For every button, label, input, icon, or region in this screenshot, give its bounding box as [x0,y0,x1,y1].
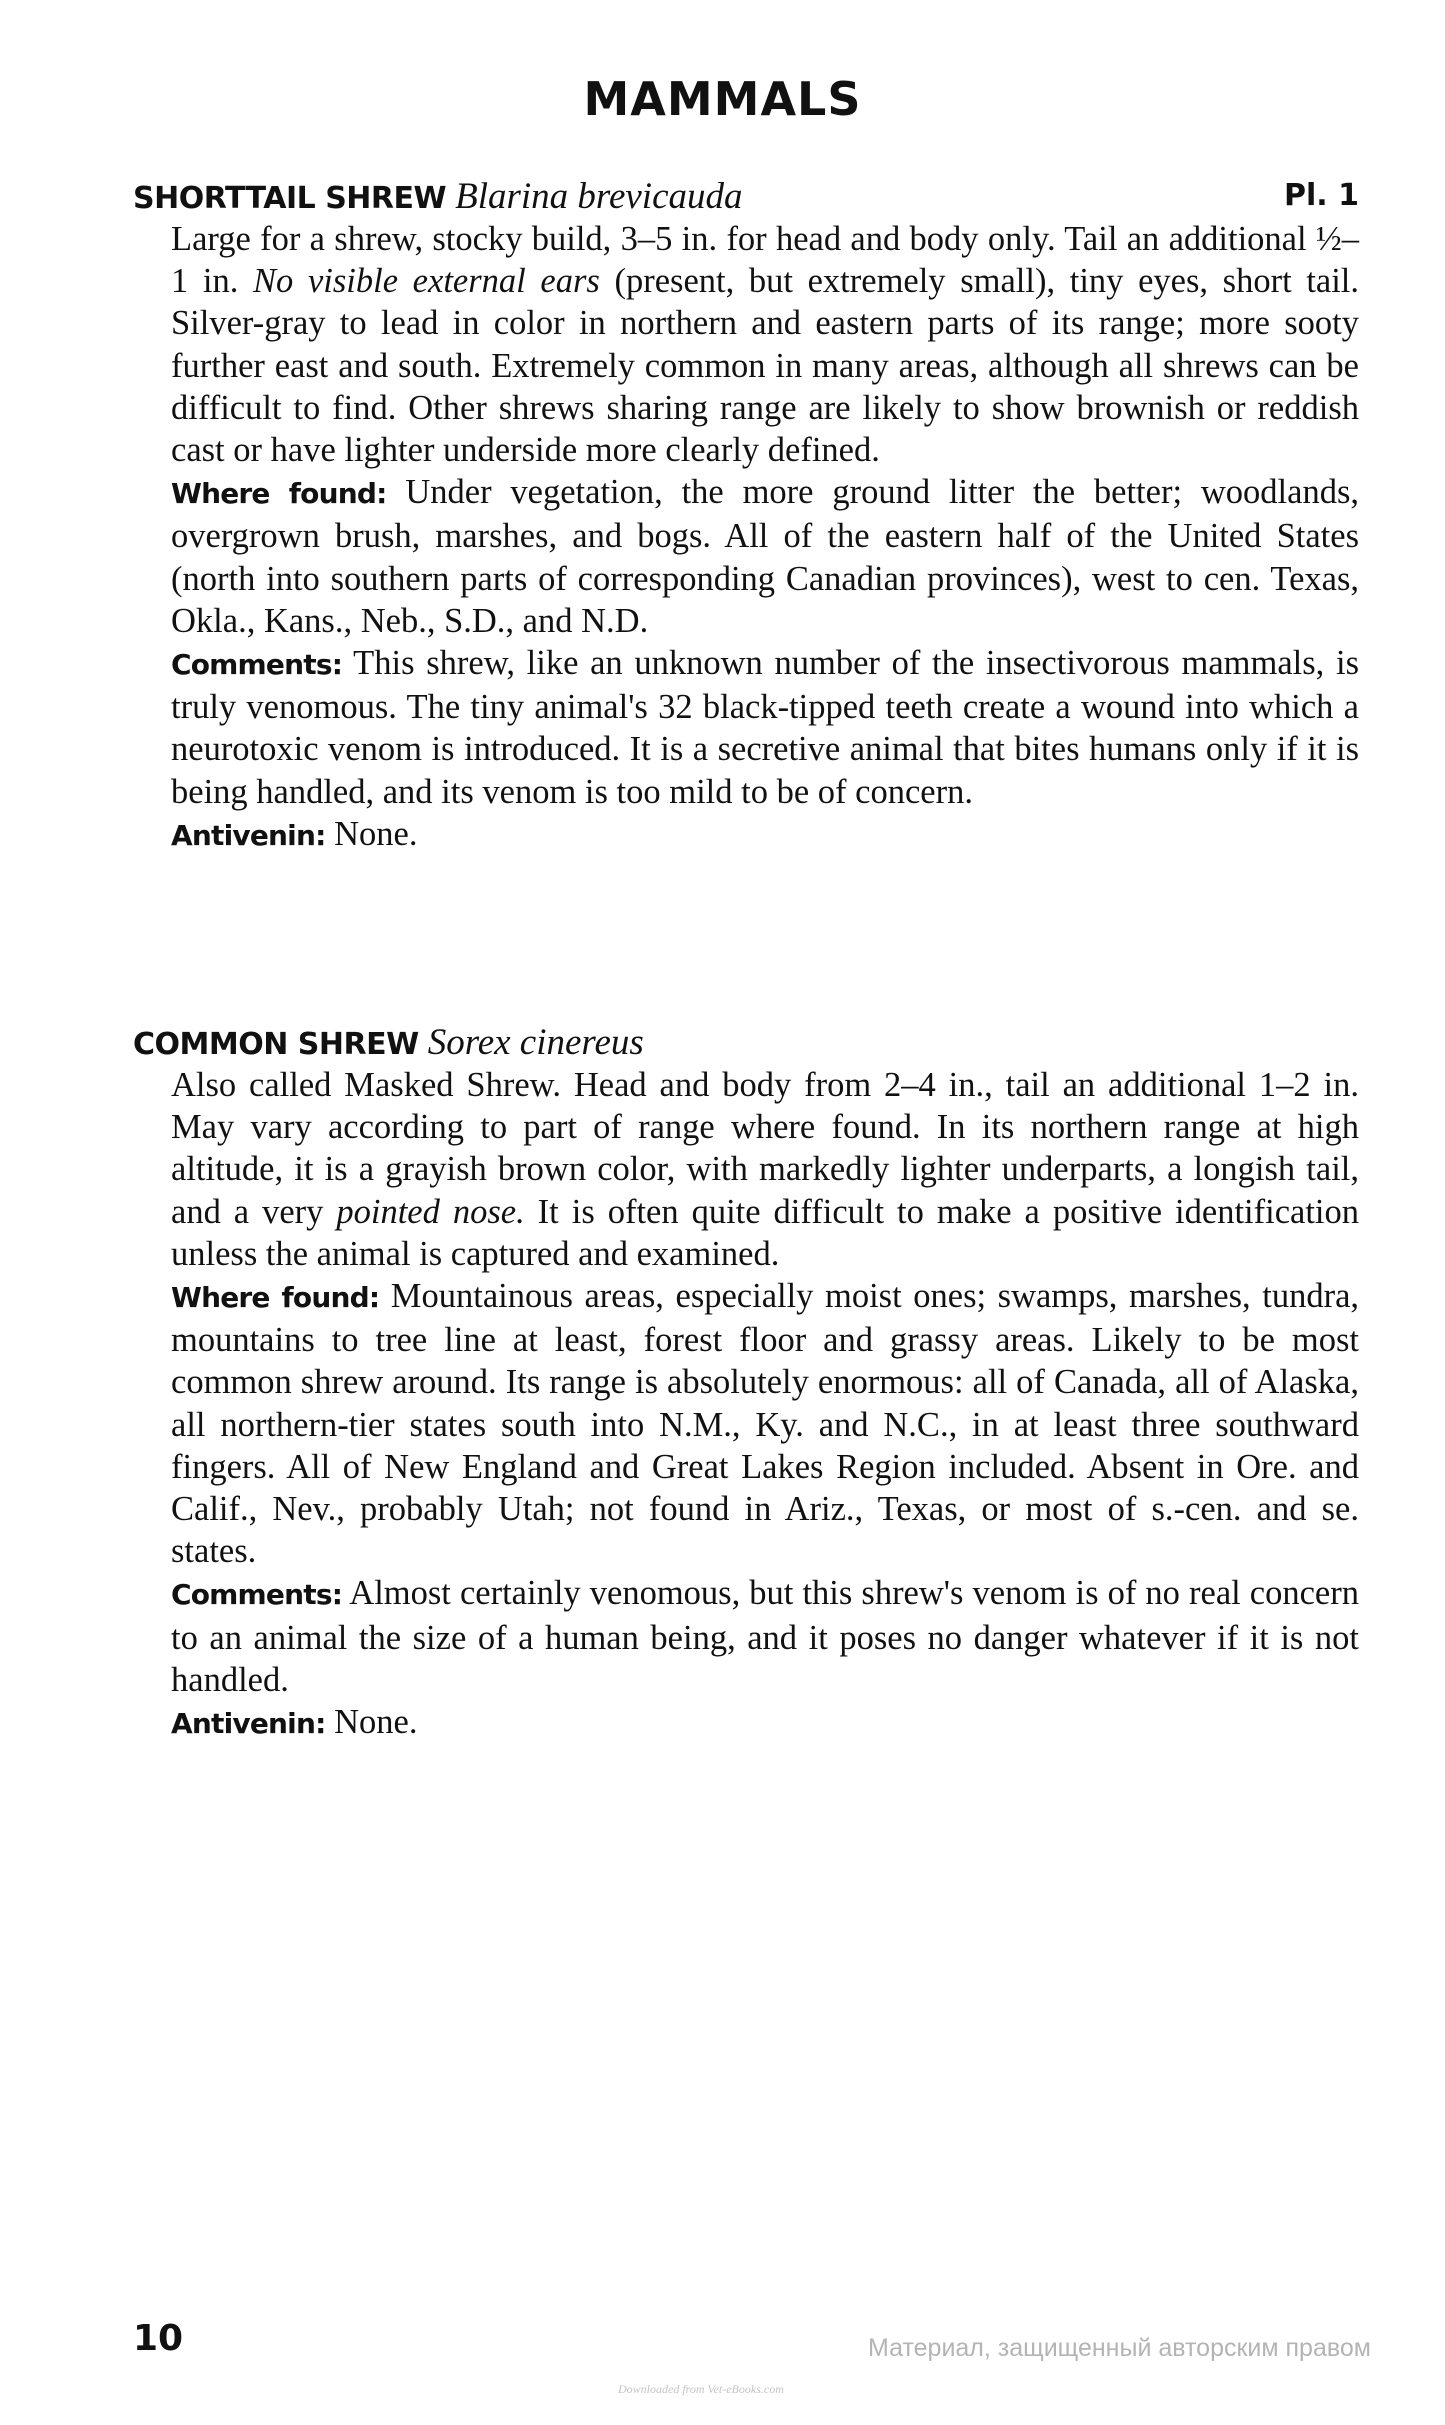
where-found-text: Mountainous areas, especially moist ones; swamps, marshes, tundra, mountains to tree line at least, forest floor and grassy areas. Likely to be most common shrew around. Its range is absolutely enormous: all of Canada, all of Alaska, all northern-tier states south into N.M., Ky. and N.C., in at least three southward fingers. All of New England and Great Lakes Region included. Absent in Ore. and Calif., Nev., probably Utah; not found in Ariz., Texas, or most of s.-cen. and se. states. [171,1277,1360,1571]
antivenin-label: Antivenin: [171,1707,326,1741]
comments-label: Comments: [171,648,343,682]
antivenin-paragraph [171,1701,1359,1745]
description-paragraph [171,218,1359,471]
copyright-watermark: Материал, защищенный авторским правом [868,2334,1371,2362]
where-found-paragraph [171,471,1359,642]
where-found-paragraph [171,1275,1359,1572]
scientific-name: Sorex cinereus [427,1022,644,1063]
where-found-text: Under vegetation, the more ground litter the better; woodlands, overgrown brush, marshes, and bogs. All of the eastern half of the United States (north into southern parts of corresponding Canadian provinces), west to cen. Texas, Okla., Kans., Neb., S.D., and N.D. [171,473,1359,640]
comments-paragraph [171,1572,1359,1701]
entry-body [171,1064,1359,1745]
common-name: SHORTTAIL SHREW [133,181,447,216]
page-number: 10 [133,2318,184,2359]
common-name: COMMON SHREW [133,1027,419,1062]
antivenin-paragraph [171,813,1359,857]
description-emphasis: pointed nose. [336,1192,525,1231]
page-heading: MAMMALS [583,72,862,126]
entry-heading [133,1020,1359,1064]
species-entry-shorttail-shrew [133,174,1359,857]
description-emphasis: No visible external ears [253,262,600,301]
description-text: (present, but extremely small), tiny eyes, short tail. Silver-gray to lead in color in northern and eastern parts of its range; more sooty further east and south. Extremely common in many areas, although all shrews can be difficult to find. Other shrews sharing range are likely to show brownish or reddish cast or have lighter underside more clearly defined. [171,262,1360,470]
antivenin-text: None. [325,1703,418,1742]
comments-paragraph [171,642,1359,813]
comments-label: Comments: [171,1578,343,1612]
plate-reference: Pl. 1 [1284,178,1359,213]
antivenin-text: None. [325,814,418,853]
entry-body [171,218,1359,857]
comments-text: Almost certainly venomous, but this shrew's venom is of no real concern to an animal the size of a human being, and it poses no danger whatever if it is not handled. [171,1574,1359,1699]
comments-text: This shrew, like an unknown number of the insectivorous mammals, is truly venomous. The tiny animal's 32 black-tipped teeth create a wound into which a neurotoxic venom is introduced. It is a secretive animal that bites humans only if it is being handled, and its venom is too mild to be of concern. [171,644,1359,811]
description-text: It is often quite difficult to make a positive identification unless the animal is captured and examined. [171,1192,1359,1273]
description-text: Large for a shrew, stocky build, 3–5 in. for head and body only. Tail an additional ½–1 in. [171,220,1359,301]
description-text: Also called Masked Shrew. Head and body from 2–4 in., tail an additional 1–2 in. May vary according to part of range where found. In its northern range at high altitude, it is a grayish brown color, with markedly lighter underparts, a longish tail, and a very [171,1066,1359,1231]
download-note: Downloaded from Vet-eBooks.com [618,2382,784,2396]
where-found-label: Where found: [171,477,387,511]
species-entry-common-shrew [133,1020,1359,1745]
scientific-name: Blarina brevicauda [455,176,743,217]
description-paragraph [171,1064,1359,1275]
entry-heading [133,174,1359,218]
where-found-label: Where found: [171,1281,380,1315]
antivenin-label: Antivenin: [171,818,326,852]
